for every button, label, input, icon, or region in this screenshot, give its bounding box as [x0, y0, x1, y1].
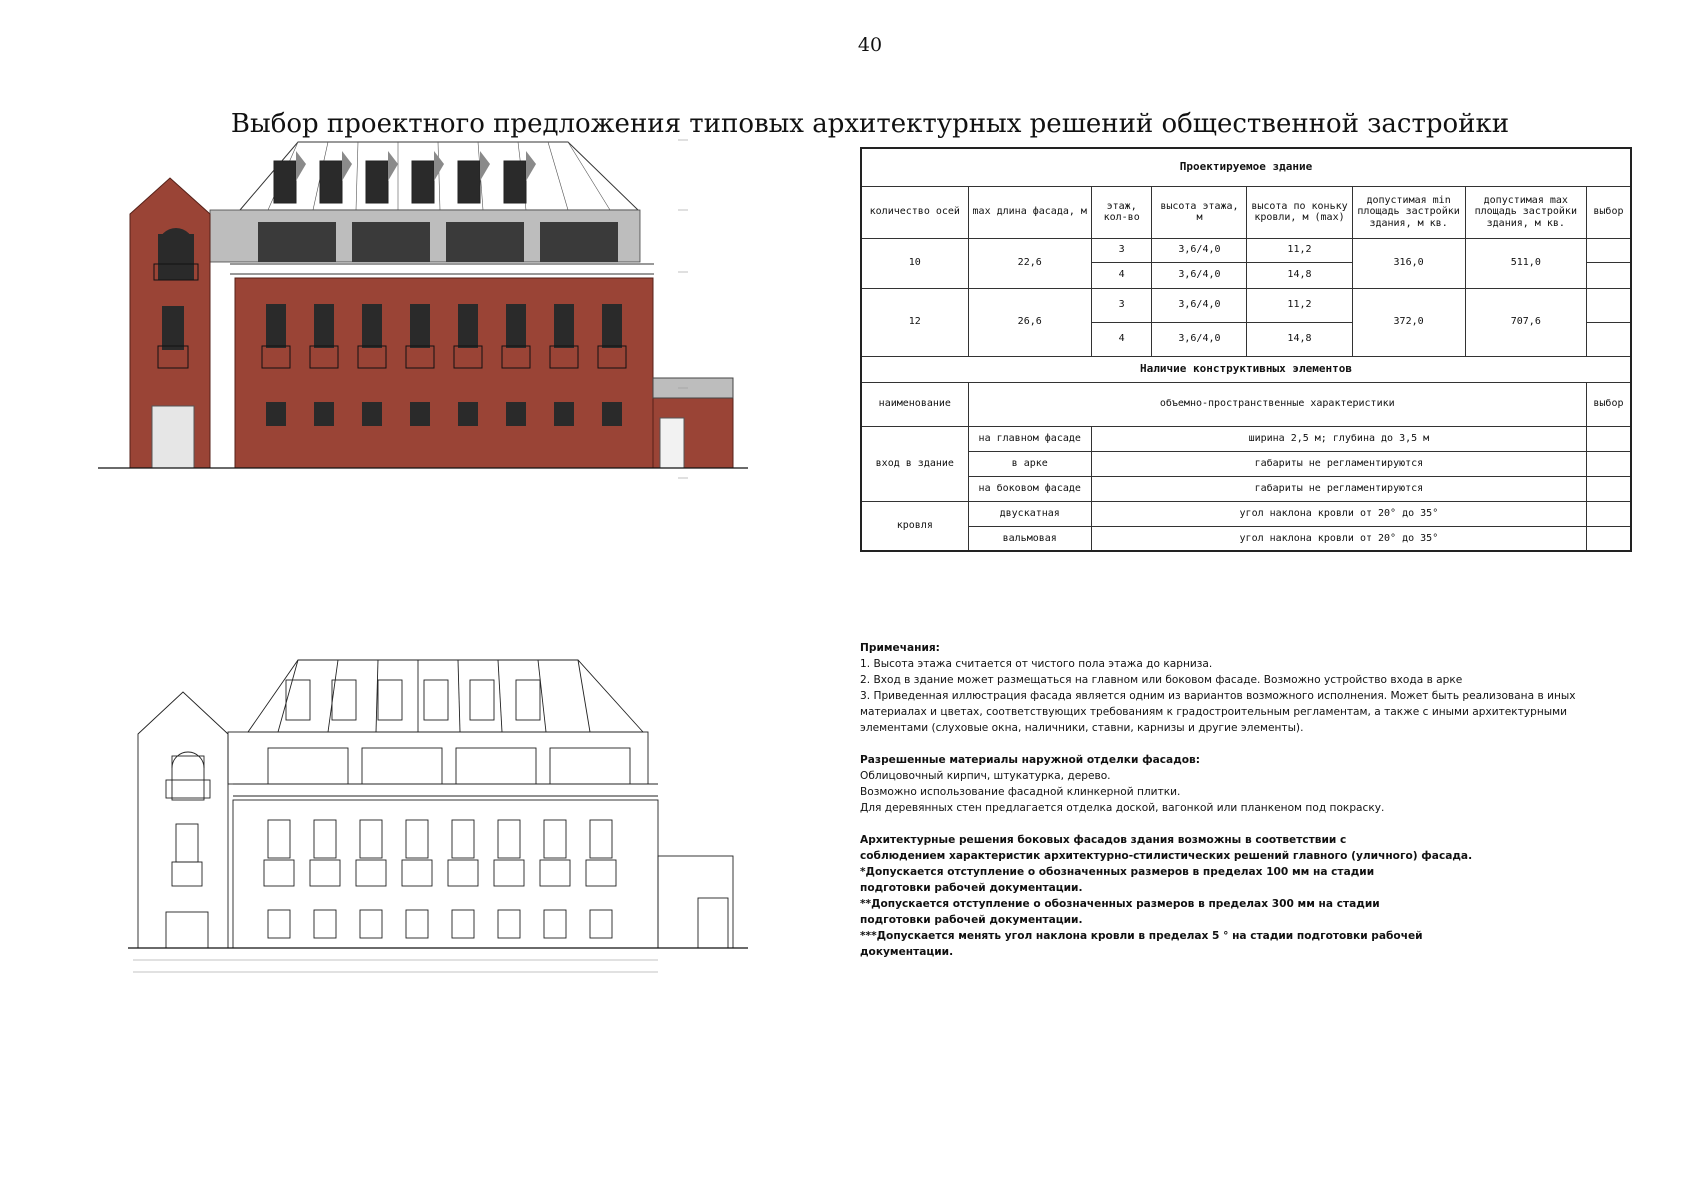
- cell-entrance-label: вход в здание: [861, 426, 968, 501]
- facade-color-elevation: [98, 126, 748, 528]
- cell-min-area: 372,0: [1352, 288, 1465, 356]
- header-name: наименование: [861, 382, 968, 426]
- cell-max-length: 26,6: [968, 288, 1091, 356]
- side-facades-line: подготовки рабочей документации.: [860, 914, 1083, 926]
- cell-min-area: 316,0: [1352, 238, 1465, 288]
- choice-cell[interactable]: [1586, 238, 1631, 262]
- cell-variant: на боковом фасаде: [968, 476, 1091, 501]
- section-title-elements: Наличие конструктивных элементов: [861, 356, 1631, 382]
- side-facades-line: ***Допускается менять угол наклона кровли в пределах 5 ° на стадии подготовки рабочей: [860, 930, 1423, 942]
- choice-cell[interactable]: [1586, 451, 1631, 476]
- side-facades-line: подготовки рабочей документации.: [860, 882, 1083, 894]
- notes-block: [860, 640, 1655, 960]
- header-floor-height: высота этажа, м: [1152, 186, 1247, 238]
- cell-ridge-height: 14,8: [1247, 262, 1352, 288]
- choice-cell[interactable]: [1586, 322, 1631, 356]
- cell-characteristic: ширина 2,5 м; глубина до 3,5 м: [1091, 426, 1586, 451]
- cell-characteristic: угол наклона кровли от 20° до 35°: [1091, 526, 1586, 551]
- choice-cell[interactable]: [1586, 288, 1631, 322]
- cell-floor-height: 3,6/4,0: [1152, 322, 1247, 356]
- choice-cell[interactable]: [1586, 501, 1631, 526]
- cell-axes: 10: [861, 238, 968, 288]
- header-ridge-height: высота по коньку кровли, м (max): [1247, 186, 1352, 238]
- side-facades-line: *Допускается отступление о обозначенных размеров в пределах 100 мм на стадии: [860, 866, 1375, 878]
- cell-variant: на главном фасаде: [968, 426, 1091, 451]
- cell-ridge-height: 14,8: [1247, 322, 1352, 356]
- cell-floors: 3: [1091, 238, 1152, 262]
- cell-floor-height: 3,6/4,0: [1152, 262, 1247, 288]
- choice-cell[interactable]: [1586, 476, 1631, 501]
- cell-axes: 12: [861, 288, 968, 356]
- cell-variant: двускатная: [968, 501, 1091, 526]
- header-min-area: допустимая min площадь застройки здания, м кв.: [1352, 186, 1465, 238]
- note-line: 1. Высота этажа считается от чистого пола этажа до карниза.: [860, 658, 1213, 670]
- note-line: 3. Приведенная иллюстрация фасада является одним из вариантов возможного исполнения. Может быть реализована в иных: [860, 690, 1576, 702]
- building-parameters-table: [860, 147, 1632, 552]
- cell-max-area: 707,6: [1465, 288, 1586, 356]
- section-title-building: Проектируемое здание: [861, 148, 1631, 186]
- side-facades-line: документации.: [860, 946, 954, 958]
- materials-line: Облицовочный кирпич, штукатурка, дерево.: [860, 770, 1111, 782]
- choice-cell[interactable]: [1586, 262, 1631, 288]
- notes-title: Примечания:: [860, 642, 940, 654]
- header-choice: выбор: [1586, 186, 1631, 238]
- cell-characteristic: габариты не регламентируются: [1091, 476, 1586, 501]
- header-characteristics: объемно-пространственные характеристики: [968, 382, 1586, 426]
- cell-variant: в арке: [968, 451, 1091, 476]
- header-axes: количество осей: [861, 186, 968, 238]
- materials-title: Разрешенные материалы наружной отделки фасадов:: [860, 754, 1200, 766]
- header-floors: этаж, кол-во: [1091, 186, 1152, 238]
- cell-floor-height: 3,6/4,0: [1152, 288, 1247, 322]
- cell-characteristic: угол наклона кровли от 20° до 35°: [1091, 501, 1586, 526]
- note-line: 2. Вход в здание может размещаться на главном или боковом фасаде. Возможно устройство входа в арке: [860, 674, 1463, 686]
- page-title: Выбор проектного предложения типовых архитектурных решений общественной застройки: [230, 109, 1510, 140]
- side-facades-line: соблюдением характеристик архитектурно-стилистических решений главного (уличного) фасада.: [860, 850, 1473, 862]
- side-facades-line: **Допускается отступление о обозначенных размеров в пределах 300 мм на стадии: [860, 898, 1380, 910]
- cell-floors: 3: [1091, 288, 1152, 322]
- side-facades-title: Архитектурные решения боковых фасадов здания возможны в соответствии с: [860, 834, 1347, 846]
- header-max-length: max длина фасада, м: [968, 186, 1091, 238]
- cell-max-area: 511,0: [1465, 238, 1586, 288]
- cell-roof-label: кровля: [861, 501, 968, 551]
- cell-floors: 4: [1091, 322, 1152, 356]
- choice-cell[interactable]: [1586, 526, 1631, 551]
- header-max-area: допустимая max площадь застройки здания, м кв.: [1465, 186, 1586, 238]
- cell-floor-height: 3,6/4,0: [1152, 238, 1247, 262]
- cell-max-length: 22,6: [968, 238, 1091, 288]
- header-choice: выбор: [1586, 382, 1631, 426]
- page-number: 40: [857, 34, 883, 56]
- cell-characteristic: габариты не регламентируются: [1091, 451, 1586, 476]
- facade-line-elevation: [128, 648, 748, 1058]
- choice-cell[interactable]: [1586, 426, 1631, 451]
- materials-line: Для деревянных стен предлагается отделка доской, вагонкой или планкеном под покраску.: [860, 802, 1385, 814]
- note-line: элементами (слуховые окна, наличники, ставни, карнизы и другие элементы).: [860, 722, 1304, 734]
- materials-line: Возможно использование фасадной клинкерной плитки.: [860, 786, 1181, 798]
- cell-ridge-height: 11,2: [1247, 288, 1352, 322]
- cell-ridge-height: 11,2: [1247, 238, 1352, 262]
- cell-variant: вальмовая: [968, 526, 1091, 551]
- cell-floors: 4: [1091, 262, 1152, 288]
- note-line: материалах и цветах, соответствующих требованиям к градостроительным регламентам, а также с иными архитектурными: [860, 706, 1568, 718]
